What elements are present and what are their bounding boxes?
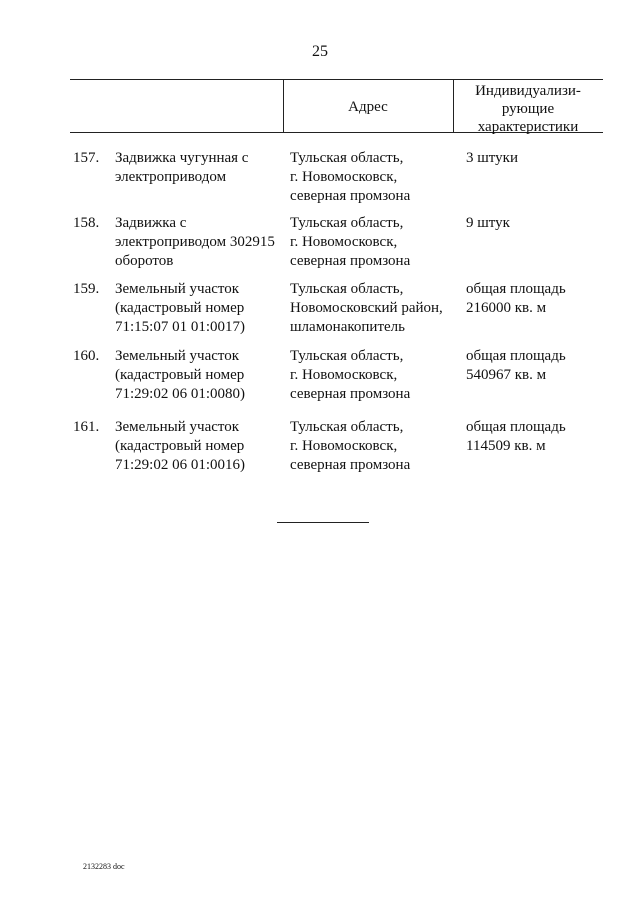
document-code: 2132283 doc xyxy=(83,862,125,871)
item-name: Задвижка чугунная с электроприводом xyxy=(115,150,249,185)
row-number: 158. xyxy=(73,215,100,231)
column-header-characteristics xyxy=(453,82,603,136)
item-name: Земельный участок (кадастровый номер 71:29:02 06 01:0016) xyxy=(115,419,245,473)
table-row xyxy=(0,418,640,478)
item-name: Задвижка с электроприводом 302915 оборотов xyxy=(115,215,275,269)
page-number: 25 xyxy=(312,43,328,60)
row-number: 161. xyxy=(73,419,100,435)
item-address: Тульская область, г. Новомосковск, северная промзона xyxy=(290,348,411,402)
item-address: Тульская область, г. Новомосковск, северная промзона xyxy=(290,419,411,473)
row-number: 159. xyxy=(73,281,100,297)
item-name: Земельный участок (кадастровый номер 71:29:02 06 01:0080) xyxy=(115,348,245,402)
end-rule xyxy=(277,522,369,523)
column-header-characteristics-text: Индивидуализи- рующие характеристики xyxy=(475,83,581,135)
table-row xyxy=(0,280,640,340)
item-address: Тульская область, Новомосковский район, шламонакопитель xyxy=(290,281,443,335)
item-characteristics: общая площадь 216000 кв. м xyxy=(466,281,566,316)
table-row xyxy=(0,214,640,274)
item-characteristics: общая площадь 540967 кв. м xyxy=(466,348,566,383)
item-address: Тульская область, г. Новомосковск, северная промзона xyxy=(290,150,411,204)
row-number: 157. xyxy=(73,150,100,166)
table-row xyxy=(0,347,640,407)
item-address: Тульская область, г. Новомосковск, северная промзона xyxy=(290,215,411,269)
item-characteristics: общая площадь 114509 кв. м xyxy=(466,419,566,454)
item-name: Земельный участок (кадастровый номер 71:15:07 01 01:0017) xyxy=(115,281,245,335)
table-header xyxy=(70,79,603,133)
table-row xyxy=(0,149,640,209)
column-header-address: Адрес xyxy=(348,99,388,115)
item-characteristics: 9 штук xyxy=(466,215,510,231)
row-number: 160. xyxy=(73,348,100,364)
item-characteristics: 3 штуки xyxy=(466,150,518,166)
